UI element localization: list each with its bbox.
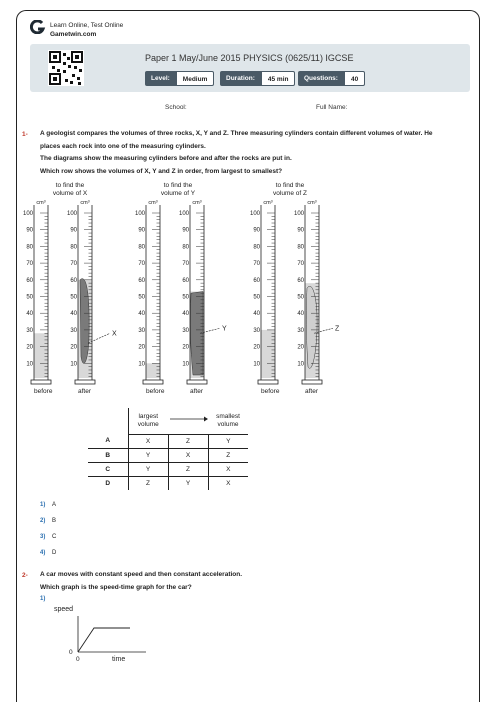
table-row: A X Z Y xyxy=(88,434,248,448)
scale-label: 10 xyxy=(26,361,33,368)
scale-label: 30 xyxy=(253,327,260,334)
scale-label: 80 xyxy=(253,244,260,251)
scale-label: 100 xyxy=(134,211,145,217)
question-number: 1- xyxy=(22,131,28,138)
scale-label: 30 xyxy=(182,327,189,334)
rock-label-z: Z xyxy=(335,325,340,333)
measuring-cylinder-z-after xyxy=(294,200,322,384)
scale-label: 60 xyxy=(182,277,189,284)
scale-label: 60 xyxy=(297,277,304,284)
scale-label: 20 xyxy=(253,344,260,351)
measuring-cylinder-y-after xyxy=(179,200,207,384)
scale-label: 60 xyxy=(138,277,145,284)
scale-label: 50 xyxy=(26,294,33,301)
scale-label: 20 xyxy=(297,344,304,351)
option-3[interactable]: 3) C xyxy=(40,534,57,540)
scale-label: 30 xyxy=(26,327,33,334)
arrow-right-icon xyxy=(168,415,208,423)
scale-label: 90 xyxy=(182,227,189,234)
scale-label: 30 xyxy=(138,327,145,334)
group-title-x: to find the volume of X xyxy=(52,182,88,197)
table-row: D Z Y X xyxy=(88,476,248,490)
brand-tagline: Learn Online, Test Online xyxy=(50,22,124,29)
rock-label-y: Y xyxy=(222,325,227,333)
scale-label: 60 xyxy=(70,277,77,284)
option-1[interactable]: 1) A xyxy=(40,502,57,508)
question-text: A car moves with constant speed and then constant acceleration. Which graph is the speed-time graph for the car? xyxy=(40,571,243,591)
scale-label: 100 xyxy=(178,211,189,217)
paper-title: Paper 1 May/June 2015 PHYSICS (0625/11) IGCSE xyxy=(145,53,354,63)
measuring-cylinder-x-after xyxy=(67,200,95,384)
table-header-row xyxy=(88,408,248,434)
scale-label: 70 xyxy=(253,261,260,268)
before-label-z: before xyxy=(261,388,280,395)
measuring-cylinder-z-before xyxy=(250,200,278,384)
scale-label: 100 xyxy=(66,211,77,217)
scale-label: 90 xyxy=(138,227,145,234)
scale-label: 90 xyxy=(253,227,260,234)
scale-label: 40 xyxy=(138,311,145,318)
before-label-x: before xyxy=(34,388,53,395)
level-value: Medium xyxy=(176,71,215,86)
scale-label: 80 xyxy=(182,244,189,251)
scale-label: 10 xyxy=(70,361,77,368)
unit-label: cm³ xyxy=(148,200,158,206)
duration-label: Duration: xyxy=(220,71,261,86)
scale-label: 50 xyxy=(182,294,189,301)
scale-label: 50 xyxy=(70,294,77,301)
header-smallest: smallest volume xyxy=(208,408,248,434)
level-label: Level: xyxy=(145,71,176,86)
speed-time-graph xyxy=(50,602,150,666)
scale-label: 40 xyxy=(70,311,77,318)
scale-label: 80 xyxy=(297,244,304,251)
scale-label: 80 xyxy=(70,244,77,251)
scale-label: 10 xyxy=(253,361,260,368)
question-text: A geologist compares the volumes of three rocks, X, Y and Z. Three measuring cylinders contain different volumes of water. He places each rock into one of the measuring cylinders. The diagrams show the measuring cylinders before and after the rocks are put in. Which row shows the volumes of X, Y and Z in order, from largest to smallest? xyxy=(40,130,433,175)
table-row: C Y Z X xyxy=(88,462,248,476)
unit-label: cm³ xyxy=(36,200,46,206)
scale-label: 100 xyxy=(249,211,260,217)
measuring-cylinder-x-before xyxy=(23,200,51,384)
scale-label: 10 xyxy=(297,361,304,368)
before-label-y: before xyxy=(146,388,165,395)
scale-label: 50 xyxy=(297,294,304,301)
unit-label: cm³ xyxy=(307,200,317,206)
unit-label: cm³ xyxy=(80,200,90,206)
scale-label: 80 xyxy=(26,244,33,251)
scale-label: 10 xyxy=(182,361,189,368)
questions-label: Questions: xyxy=(298,71,344,86)
scale-label: 20 xyxy=(138,344,145,351)
scale-label: 60 xyxy=(253,277,260,284)
scale-label: 40 xyxy=(297,311,304,318)
after-label-z: after xyxy=(305,388,319,395)
option-2[interactable]: 2) B xyxy=(40,518,57,524)
unit-label: cm³ xyxy=(263,200,273,206)
answer-table xyxy=(88,408,248,490)
brand-site[interactable]: Gametwin.com xyxy=(50,31,97,38)
scale-label: 100 xyxy=(293,211,304,217)
header-arrow xyxy=(168,408,208,434)
after-label-y: after xyxy=(190,388,204,395)
scale-label: 90 xyxy=(26,227,33,234)
scale-label: 70 xyxy=(182,261,189,268)
option-1[interactable]: 1) xyxy=(40,596,46,602)
scale-label: 60 xyxy=(26,277,33,284)
scale-label: 70 xyxy=(70,261,77,268)
graph-origin-x: 0 xyxy=(76,656,80,663)
scale-label: 90 xyxy=(70,227,77,234)
scale-label: 20 xyxy=(70,344,77,351)
scale-label: 70 xyxy=(297,261,304,268)
scale-label: 40 xyxy=(26,311,33,318)
scale-label: 50 xyxy=(253,294,260,301)
scale-label: 100 xyxy=(22,211,33,217)
scale-label: 20 xyxy=(26,344,33,351)
scale-label: 40 xyxy=(182,311,189,318)
questions-value: 40 xyxy=(344,71,365,86)
graph-ylabel: speed xyxy=(54,606,74,613)
group-title-y: to find the volume of Y xyxy=(160,182,196,197)
after-label-x: after xyxy=(78,388,92,395)
duration-value: 45 min xyxy=(261,71,296,86)
graph-xlabel: time xyxy=(112,656,126,663)
unit-label: cm³ xyxy=(192,200,202,206)
question-number: 2- xyxy=(22,572,28,579)
scale-label: 80 xyxy=(138,244,145,251)
scale-label: 40 xyxy=(253,311,260,318)
scale-label: 70 xyxy=(26,261,33,268)
measuring-cylinder-y-before xyxy=(135,200,163,384)
scale-label: 10 xyxy=(138,361,145,368)
scale-label: 20 xyxy=(182,344,189,351)
option-4[interactable]: 4) D xyxy=(40,550,57,556)
school-label: School: xyxy=(165,104,187,111)
scale-label: 30 xyxy=(297,327,304,334)
table-row: B Y X Z xyxy=(88,448,248,462)
graph-origin: 0 xyxy=(69,649,73,656)
scale-label: 30 xyxy=(70,327,77,334)
scale-label: 70 xyxy=(138,261,145,268)
scale-label: 90 xyxy=(297,227,304,234)
header-largest: largest volume xyxy=(128,408,168,434)
graph-line xyxy=(78,628,130,652)
rock-label-x: X xyxy=(112,330,117,338)
full-name-label: Full Name: xyxy=(316,104,348,111)
scale-label: 50 xyxy=(138,294,145,301)
group-title-z: to find the volume of Z xyxy=(273,182,307,197)
